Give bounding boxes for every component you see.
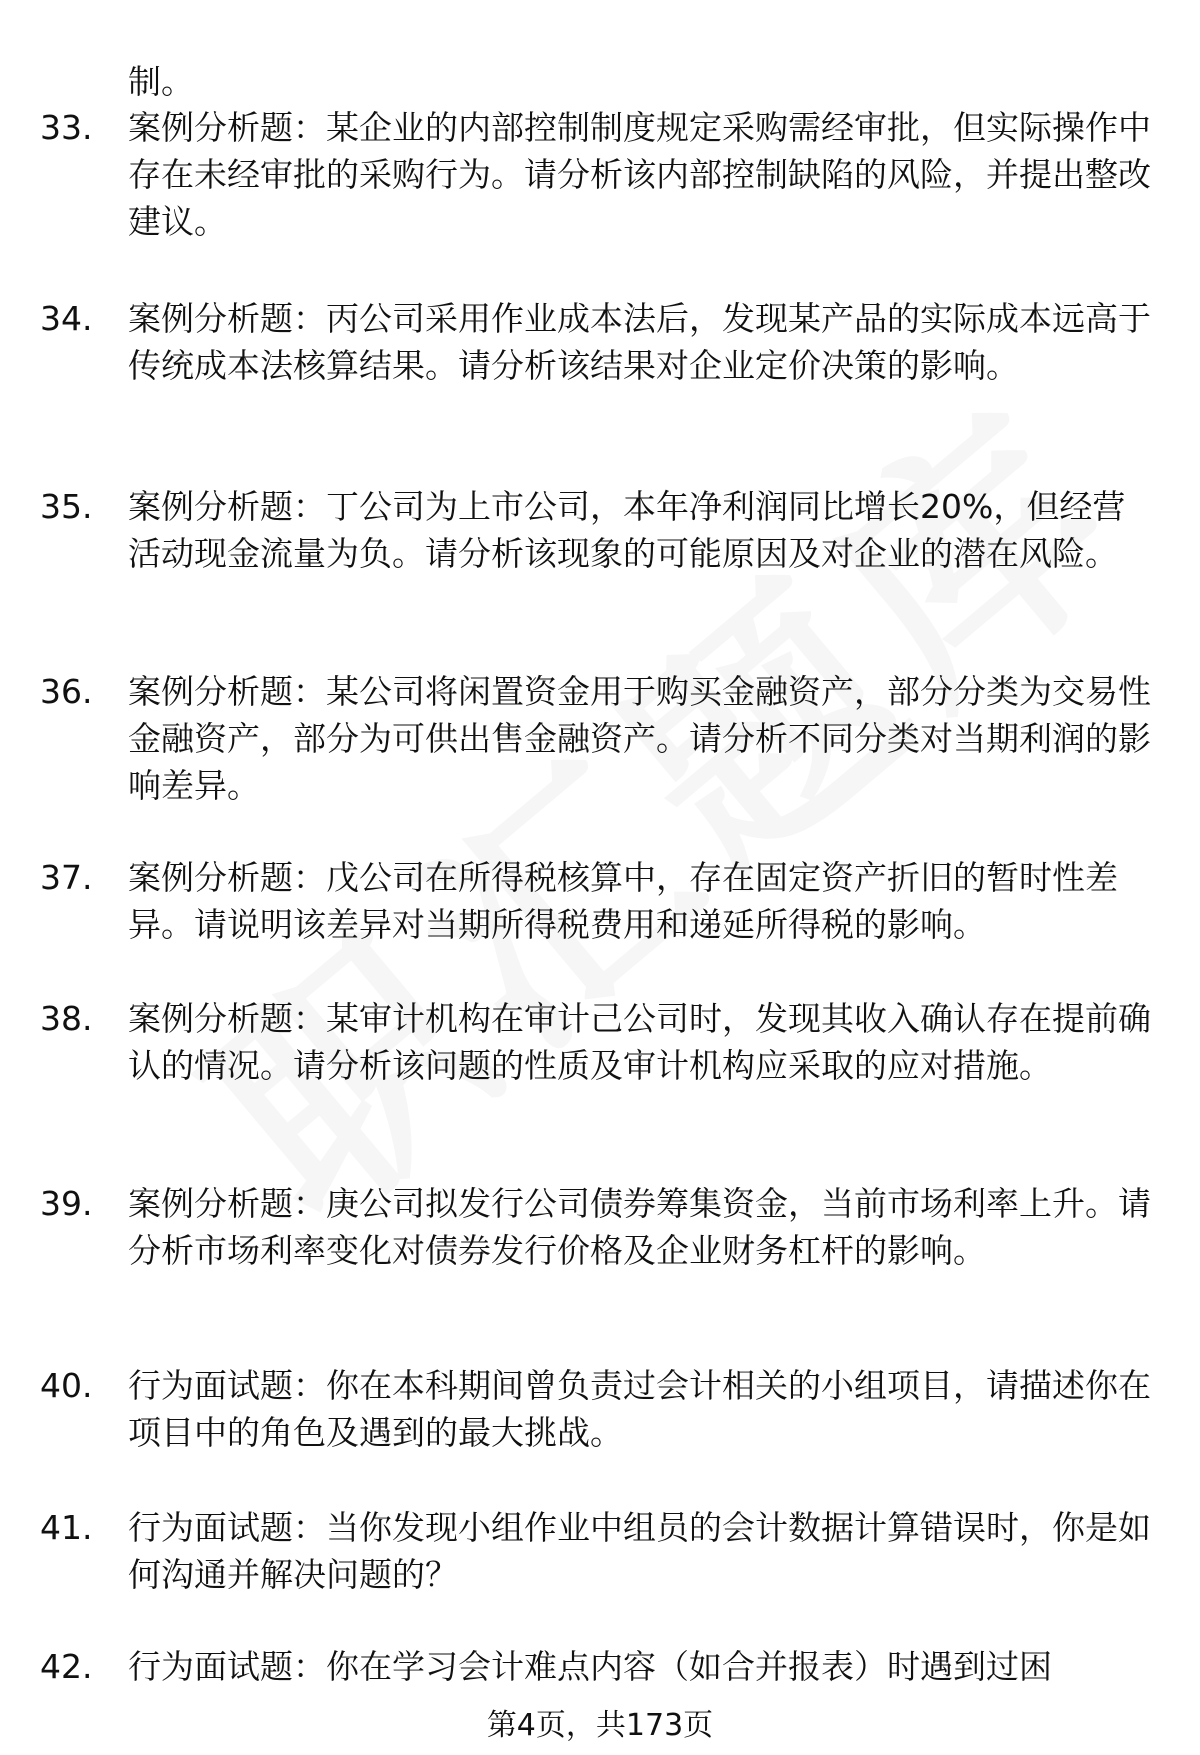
question-text: 案例分析题：戊公司在所得税核算中，存在固定资产折旧的暂时性差异。请说明该差异对当期所得税费用和递延所得税的影响。 <box>128 858 1118 944</box>
continuation-text: 制。 <box>128 62 194 101</box>
question-number: 36. <box>40 672 93 711</box>
question-text: 案例分析题：某公司将闲置资金用于购买金融资产，部分分类为交易性金融资产，部分为可供出售金融资产。请分析不同分类对当期利润的影响差异。 <box>128 672 1151 805</box>
question-text: 案例分析题：丙公司采用作业成本法后，发现某产品的实际成本远高于传统成本法核算结果。请分析该结果对企业定价决策的影响。 <box>128 299 1151 385</box>
question-text: 案例分析题：某企业的内部控制制度规定采购需经审批，但实际操作中存在未经审批的采购行为。请分析该内部控制缺陷的风险，并提出整改建议。 <box>128 108 1151 241</box>
question-text: 案例分析题：丁公司为上市公司，本年净利润同比增长20%，但经营活动现金流量为负。请分析该现象的可能原因及对企业的潜在风险。 <box>128 487 1126 573</box>
question-number: 38. <box>40 999 93 1038</box>
question-number: 33. <box>40 108 93 147</box>
question-number: 40. <box>40 1366 93 1405</box>
question-text: 案例分析题：庚公司拟发行公司债券筹集资金，当前市场利率上升。请分析市场利率变化对债券发行价格及企业财务杠杆的影响。 <box>128 1184 1151 1270</box>
question-text: 行为面试题：当你发现小组作业中组员的会计数据计算错误时，你是如何沟通并解决问题的？ <box>128 1508 1151 1594</box>
question-number: 42. <box>40 1647 93 1686</box>
question-text: 案例分析题：某审计机构在审计己公司时，发现其收入确认存在提前确认的情况。请分析该问题的性质及审计机构应采取的应对措施。 <box>128 999 1151 1085</box>
question-number: 41. <box>40 1508 93 1547</box>
question-number: 34. <box>40 299 93 338</box>
question-text: 行为面试题：你在本科期间曾负责过会计相关的小组项目，请描述你在项目中的角色及遇到的最大挑战。 <box>128 1366 1151 1452</box>
page-number-label: 第4页，共173页 <box>486 1708 714 1743</box>
question-number: 35. <box>40 487 93 526</box>
page-footer <box>0 1706 1200 1746</box>
question-number: 37. <box>40 858 93 897</box>
question-text: 行为面试题：你在学习会计难点内容（如合并报表）时遇到过困 <box>128 1647 1052 1686</box>
question-number: 39. <box>40 1184 93 1223</box>
